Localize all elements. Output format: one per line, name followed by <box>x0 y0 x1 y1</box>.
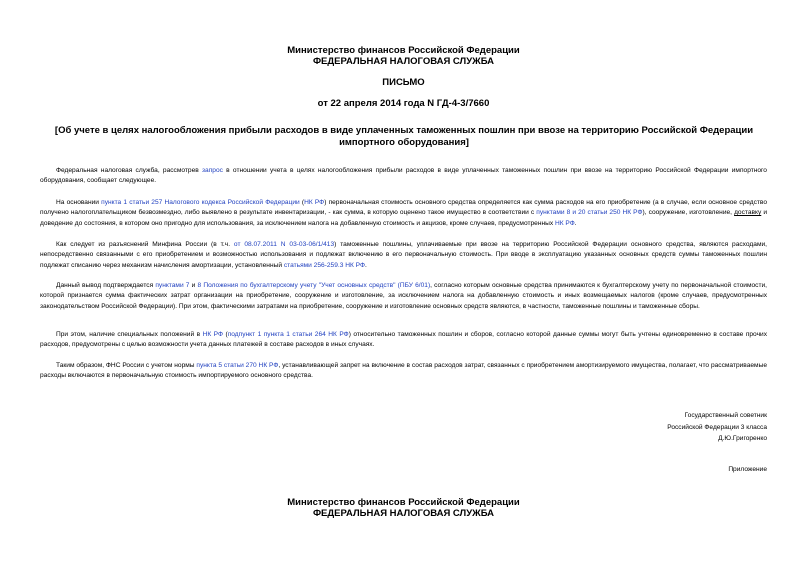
link-art-264[interactable]: подпункт 1 пункта 1 статьи 264 НК РФ <box>227 331 349 338</box>
paragraph-1: Федеральная налоговая служба, рассмотрев запрос в отношении учета в целях налогообложения прибыли расходов в виде уплаченных таможенных пошлин при ввозе на территорию Российской Федерации импортного оборудования, сообщает следующее. <box>40 167 767 185</box>
link-request[interactable]: запрос <box>202 167 223 174</box>
footer-service-heading: ФЕДЕРАЛЬНАЯ НАЛОГОВАЯ СЛУЖБА <box>312 508 495 519</box>
service-heading: ФЕДЕРАЛЬНАЯ НАЛОГОВАЯ СЛУЖБА <box>312 56 495 67</box>
link-tax-code-art-257[interactable]: пункта 1 статьи 257 Налогового кодекса Российской Федерации <box>101 199 300 206</box>
link-nk-rf-3[interactable]: НК РФ <box>202 331 224 338</box>
ministry-heading: Министерство финансов Российской Федерации <box>287 45 520 56</box>
link-minfin-letter[interactable]: от 08.07.2011 N 03-03-06/1/413 <box>233 241 335 248</box>
document-type: ПИСЬМО <box>382 77 425 88</box>
signature-title: Государственный советник <box>684 412 767 419</box>
paragraph-2: На основании пункта 1 статьи 257 Налогового кодекса Российской Федерации (НК РФ) первоначальная стоимость основного средства определяется как сумма расходов на его приобретение (а в случае, если основное средство получено налогоплательщиком безвозмездно, либо выявлено в результате инвентаризации, - как сумма, в которую оценено такое имущество в соответствии с пунктами 8 и 20 статьи 250 НК РФ), сооружение, изготовление, доставку и доведение до состояния, в котором оно пригодно для использования, за исключением налога на добавленную стоимость и акцизов, кроме случаев, предусмотренных НК РФ. <box>40 199 768 227</box>
signature-name: Д.Ю.Григоренко <box>718 435 767 442</box>
link-delivery[interactable]: доставку <box>734 209 762 217</box>
link-pbu-6-01[interactable]: 8 Положения по бухгалтерскому учету "Учет основных средств" (ПБУ 6/01) <box>197 282 431 289</box>
link-art-256-259[interactable]: статьями 256-259.3 НК РФ <box>283 261 365 269</box>
paragraph-3: Как следует из разъяснений Минфина России (в т.ч. от 08.07.2011 N 03-03-06/1/413) таможенные пошлины, уплачиваемые при ввозе на территорию Российской Федерации основного средства, являются расходами, непосредственно связанными с его приобретением и возможностью использования и подлежат включению в его первоначальную стоимость. При вводе в эксплуатацию указанных основных средств суммы таможенных пошлин подлежат списанию через механизм начисления амортизации, установленный статьями 256-259.3 НК РФ. <box>40 241 767 269</box>
link-nk-rf-2[interactable]: НК РФ <box>554 219 575 227</box>
signature-rank: Российской Федерации 3 класса <box>667 424 767 431</box>
document-title: [Об учете в целях налогообложения прибыли расходов в виде уплаченных таможенных пошлин при ввозе на территорию Российской Федерации импортного оборудования] <box>54 125 754 148</box>
paragraph-6: Таким образом, ФНС России с учетом нормы пункта 5 статьи 270 НК РФ, устанавливающей запрет на включение в состав расходов затрат, связанных с приобретением амортизируемого имущества, полагает, что рассматриваемые расходы включаются в первоначальную стоимость импортируемого основного средства. <box>40 362 767 380</box>
link-nk-rf[interactable]: НК РФ <box>304 199 325 206</box>
link-art-250[interactable]: пунктами 8 и 20 статьи 250 НК РФ <box>536 209 643 217</box>
paragraph-5: При этом, наличие специальных положений в НК РФ (подпункт 1 пункта 1 статьи 264 НК РФ) относительно таможенных пошлин и сборов, согласно которой данные суммы могут быть учтены единовременно в составе прочих расходов, предусмотрены с целью возможности учета данных платежей в составе расходов в иных случаях. <box>40 331 767 349</box>
link-pbu-item-7[interactable]: пунктами 7 <box>155 282 190 289</box>
footer-ministry-heading: Министерство финансов Российской Федерации <box>287 497 520 508</box>
appendix-label: Приложение <box>728 466 767 473</box>
document-date-number: от 22 апреля 2014 года N ГД-4-3/7660 <box>317 98 490 109</box>
link-art-270[interactable]: пункта 5 статьи 270 НК РФ <box>196 362 279 369</box>
paragraph-4: Данный вывод подтверждается пунктами 7 и 8 Положения по бухгалтерскому учету "Учет основных средств" (ПБУ 6/01), согласно которым основные средства принимаются к бухгалтерскому учету по первоначальной стоимости, которой признается сумма фактических затрат организации на приобретение, сооружение и изготовление, за исключением налога на добавленную стоимость и иных возмещаемых налогов (кроме случаев, предусмотренных законодательством Российской Федерации). При этом, фактическими затратами на приобретение, сооружение и изготовление основных средств являются, в частности, таможенные пошлины и таможенные сборы. <box>40 282 767 310</box>
